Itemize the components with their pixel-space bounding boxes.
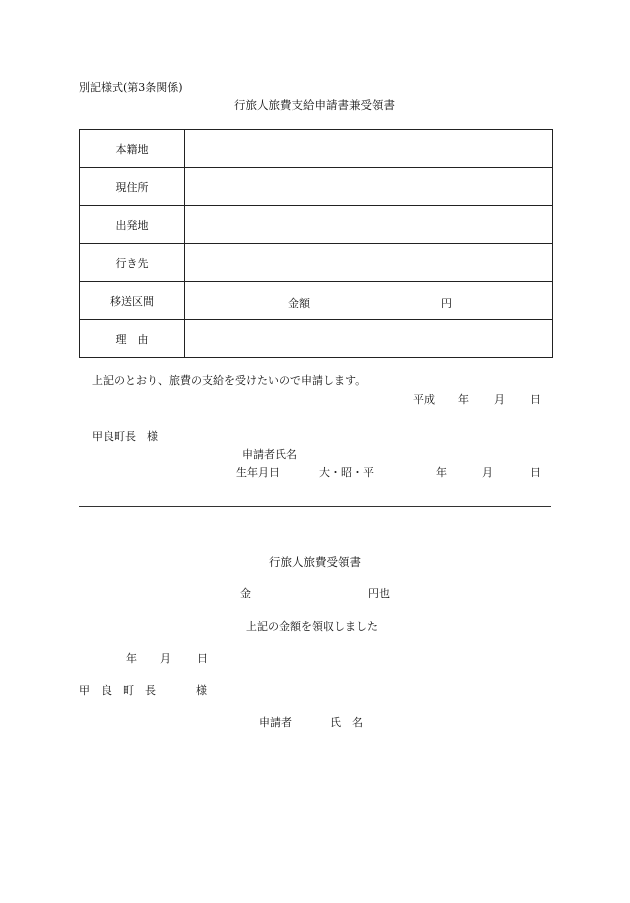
table-row: [80, 320, 553, 358]
address-field[interactable]: [185, 168, 553, 206]
yen-label: 円: [441, 297, 452, 310]
receipt-amount-prefix: 金: [240, 587, 251, 600]
addressee: 甲良町長 様: [92, 430, 158, 443]
form-title: 行旅人旅費支給申請書兼受領書: [234, 98, 395, 112]
table-row: [80, 244, 553, 282]
receipt-name-label: 氏 名: [330, 716, 363, 729]
receipt-addressee: 甲 良 町 長: [79, 684, 156, 697]
date-month-label: 月: [494, 393, 505, 406]
receipt-statement: 上記の金額を領収しました: [246, 620, 378, 633]
row-label-reason: 理 由: [80, 320, 185, 358]
table-row: [80, 168, 553, 206]
birth-year-label: 年: [436, 466, 447, 479]
amount-label: 金額: [288, 297, 310, 310]
receipt-amount-suffix: 円也: [368, 587, 390, 600]
receipt-title: 行旅人旅費受領書: [269, 555, 361, 569]
receipt-honorific: 様: [196, 684, 207, 697]
table-row: [80, 130, 553, 168]
row-label-address: 現住所: [80, 168, 185, 206]
row-label-honseki: 本籍地: [80, 130, 185, 168]
receipt-year-label: 年: [126, 652, 137, 665]
receipt-applicant-label: 申請者: [259, 716, 292, 729]
appendix-label: 別記様式(第3条関係): [79, 81, 183, 94]
applicant-name-label: 申請者氏名: [242, 448, 297, 461]
row-label-destination: 行き先: [80, 244, 185, 282]
birthdate-label: 生年月日: [236, 466, 280, 479]
birth-day-label: 日: [530, 466, 541, 479]
receipt-month-label: 月: [160, 652, 171, 665]
section-divider: [79, 506, 551, 507]
row-label-departure: 出発地: [80, 206, 185, 244]
application-table: [79, 129, 553, 358]
table-row: [80, 206, 553, 244]
date-day-label: 日: [530, 393, 541, 406]
reason-field[interactable]: [185, 320, 553, 358]
date-year-label: 年: [458, 393, 469, 406]
request-statement: 上記のとおり、旅費の支給を受けたいので申請します。: [92, 374, 367, 387]
birth-month-label: 月: [482, 466, 493, 479]
date-era: 平成: [413, 393, 435, 406]
row-label-transfer: 移送区間: [80, 282, 185, 320]
table-row: [80, 282, 553, 320]
honseki-field[interactable]: [185, 130, 553, 168]
destination-field[interactable]: [185, 244, 553, 282]
era-options: 大・昭・平: [319, 466, 374, 479]
receipt-day-label: 日: [197, 652, 208, 665]
departure-field[interactable]: [185, 206, 553, 244]
amount-field[interactable]: [185, 282, 553, 320]
